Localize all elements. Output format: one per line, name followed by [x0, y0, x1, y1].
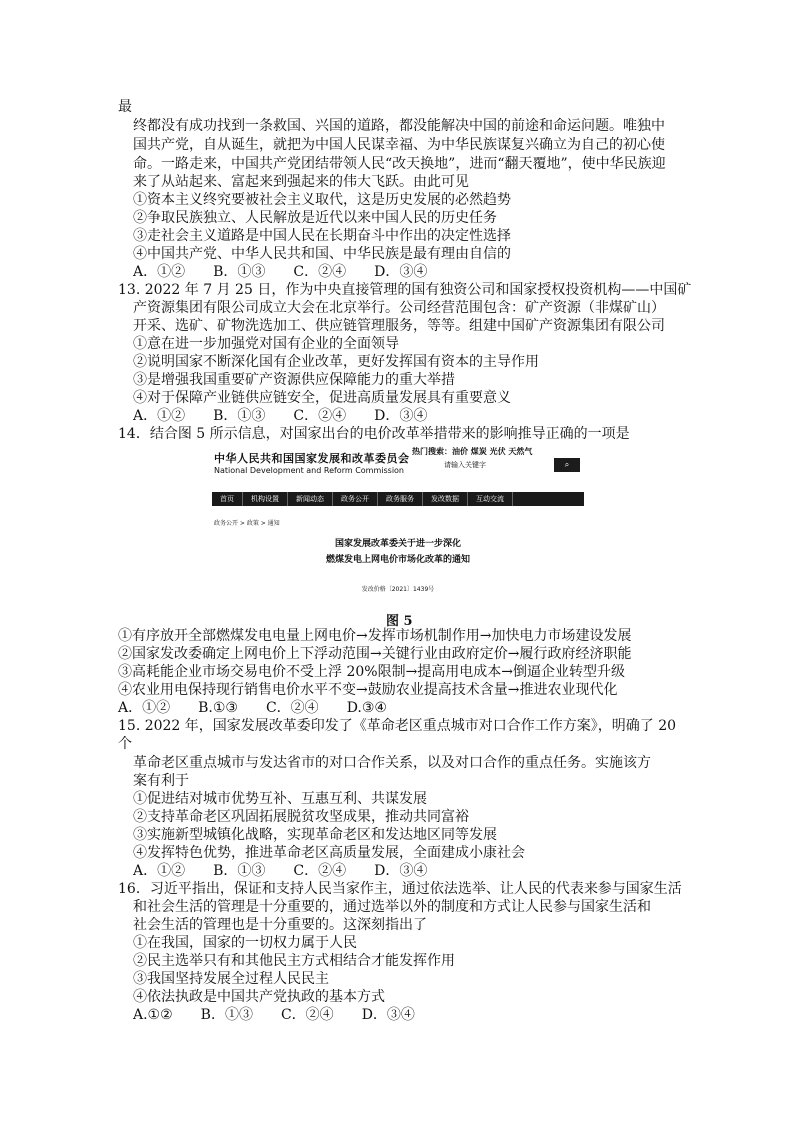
question-13-stem: 13. 2022 年 7 月 25 日，作为中央直接管理的国有独资公司和国家授权投资机构——中国矿 [118, 282, 692, 298]
option-b: B．①③ [213, 408, 266, 424]
option-statement: ④发挥特色优势，推进革命老区高质量发展，全面建成小康社会 [133, 845, 525, 861]
option-b: B．①③ [213, 863, 266, 879]
option-a: A．①② [133, 264, 186, 280]
option-statement: ①有序放开全部燃煤发电电量上网电价→发挥市场机制作用→加快电力市场建设发展 [118, 628, 632, 644]
nav-item: 机构设置 [243, 492, 288, 506]
option-statement: ②争取民族独立、人民解放是近代以来中国人民的历史任务 [133, 210, 497, 226]
website-header [212, 444, 584, 484]
option-c: C．②④ [265, 700, 319, 716]
option-statement: ②国家发改委确定上网电价上下浮动范围→关键行业由政府定价→履行政府经济职能 [118, 646, 632, 662]
question-15-stem: 15. 2022 年，国家发展改革委印发了《革命老区重点城市对口合作工作方案》，明确了 20 [118, 718, 677, 734]
answer-options-q14 [118, 699, 415, 717]
option-a: A.①② [133, 1007, 173, 1023]
option-statement: ②说明国家不断深化国有企业改革，更好发挥国有资本的主导作用 [133, 354, 539, 370]
option-statement: ③高耗能企业市场交易电价不受上浮 20%限制→提高用电成本→倒逼企业转型升级 [118, 664, 626, 680]
option-statement: ③实施新型城镇化战略，实现革命老区和发达地区同等发展 [133, 827, 497, 843]
option-statement: ④对于保障产业链供应链安全，促进高质量发展具有重要意义 [133, 390, 511, 406]
figure-5-website-screenshot [212, 444, 584, 596]
answer-options-q15 [133, 862, 455, 880]
text-line: 和社会生活的管理是十分重要的，通过选举以外的制度和方式让人民参与国家生活和 [133, 899, 651, 915]
option-d: D．③④ [374, 408, 428, 424]
option-b: B．①③ [213, 264, 266, 280]
option-statement: ②民主选举只有和其他民主方式相结合才能发挥作用 [133, 953, 455, 969]
option-a: A．①② [133, 863, 186, 879]
text-line: 个 [118, 736, 132, 752]
notice-title-line-1: 国家发展改革委关于进一步深化 [334, 539, 461, 549]
option-statement: ①促进结对城市优势互补、互惠互利、共谋发展 [133, 791, 427, 807]
nav-item: 政务服务 [378, 492, 423, 506]
text-line: 革命老区重点城市与发达省市的对口合作关系，以及对口合作的重点任务。实施该方 [133, 755, 651, 771]
option-d: D．③④ [374, 863, 428, 879]
nav-item: 互动交流 [468, 492, 513, 506]
figure-label: 图 5 [386, 614, 413, 629]
option-statement: ④农业用电保持现行销售电价水平不变→鼓励农业提高技术含量→推进农业现代化 [118, 682, 618, 698]
search-icon: ⌕ [554, 458, 580, 472]
question-14-stem: 14．结合图 5 所示信息，对国家出台的电价改革举措带来的影响推导正确的一项是 [118, 426, 630, 442]
option-b: B.①③ [198, 700, 238, 716]
nav-item: 发改数据 [423, 492, 468, 506]
website-nav [212, 492, 584, 506]
text-line: 命。一路走来，中国共产党团结带领人民“改天换地”，进而“翻天覆地”，使中华民族迎 [133, 156, 666, 172]
breadcrumb: 政务公开 > 政策 > 通知 [214, 520, 280, 527]
document-number: 发改价格〔2021〕1439号 [361, 586, 435, 593]
option-a: A．①② [133, 408, 186, 424]
option-c: C．②④ [293, 408, 347, 424]
answer-options-q13 [133, 407, 455, 425]
option-c: C．②④ [293, 264, 347, 280]
option-statement: ③是增强我国重要矿产资源供应保障能力的重大举措 [133, 372, 455, 388]
text-line: 产资源集团有限公司成立大会在北京举行。公司经营范围包含：矿产资源（非煤矿山） [133, 300, 665, 316]
text-line: 开采、选矿、矿物洗选加工、供应链管理服务，等等。组建中国矿产资源集团有限公司 [133, 318, 665, 334]
text-line: 最 [118, 99, 132, 115]
hot-search: 热门搜索：油价 煤炭 光伏 天然气 [412, 447, 533, 456]
org-name-en: National Development and Reform Commission [214, 466, 404, 475]
option-d: D．③④ [374, 264, 428, 280]
text-line: 来了从站起来、富起来到强起来的伟大飞跃。由此可见 [133, 174, 469, 190]
option-statement: ③走社会主义道路是中国人民在长期奋斗中作出的决定性选择 [133, 228, 511, 244]
option-statement: ④依法执政是中国共产党执政的基本方式 [133, 989, 385, 1005]
text-line: 社会生活的管理也是十分重要的。这深刻指出了 [133, 917, 427, 933]
search-input: 请输入关键字 [444, 461, 486, 469]
nav-item: 新闻动态 [288, 492, 333, 506]
notice-title-line-2: 燃煤发电上网电价市场化改革的通知 [325, 555, 470, 565]
text-line: 国共产党，自从诞生，就把为中国人民谋幸福、为中华民族谋复兴确立为自己的初心使 [133, 137, 665, 153]
option-d: D.③④ [346, 700, 387, 716]
option-statement: ④中国共产党、中华人民共和国、中华民族是最有理由自信的 [133, 246, 511, 262]
answer-options-q16 [133, 1006, 443, 1024]
option-statement: ③我国坚持发展全过程人民民主 [133, 971, 329, 987]
option-statement: ②支持革命老区巩固拓展脱贫攻坚成果，推动共同富裕 [133, 809, 469, 825]
nav-item: 首页 [212, 492, 243, 506]
question-16-stem: 16．习近平指出，保证和支持人民当家作主，通过依法选举、让人民的代表来参与国家生活 [118, 881, 682, 897]
option-c: C．②④ [293, 863, 347, 879]
option-statement: ①资本主义终究要被社会主义取代，这是历史发展的必然趋势 [133, 192, 511, 208]
option-a: A．①② [118, 700, 171, 716]
option-statement: ①在我国，国家的一切权力属于人民 [133, 935, 357, 951]
text-line: 终都没有成功找到一条救国、兴国的道路，都没能解决中国的前途和命运问题。唯独中 [133, 118, 665, 134]
option-c: C．②④ [280, 1007, 334, 1023]
nav-item: 政务公开 [333, 492, 378, 506]
org-name-cn: 中华人民共和国国家发展和改革委员会 [214, 452, 410, 465]
option-statement: ①意在进一步加强党对国有企业的全面领导 [133, 336, 399, 352]
option-b: B．①③ [200, 1007, 253, 1023]
text-line: 案有利于 [133, 773, 189, 789]
answer-options-q12 [133, 263, 455, 281]
option-d: D．③④ [361, 1007, 415, 1023]
